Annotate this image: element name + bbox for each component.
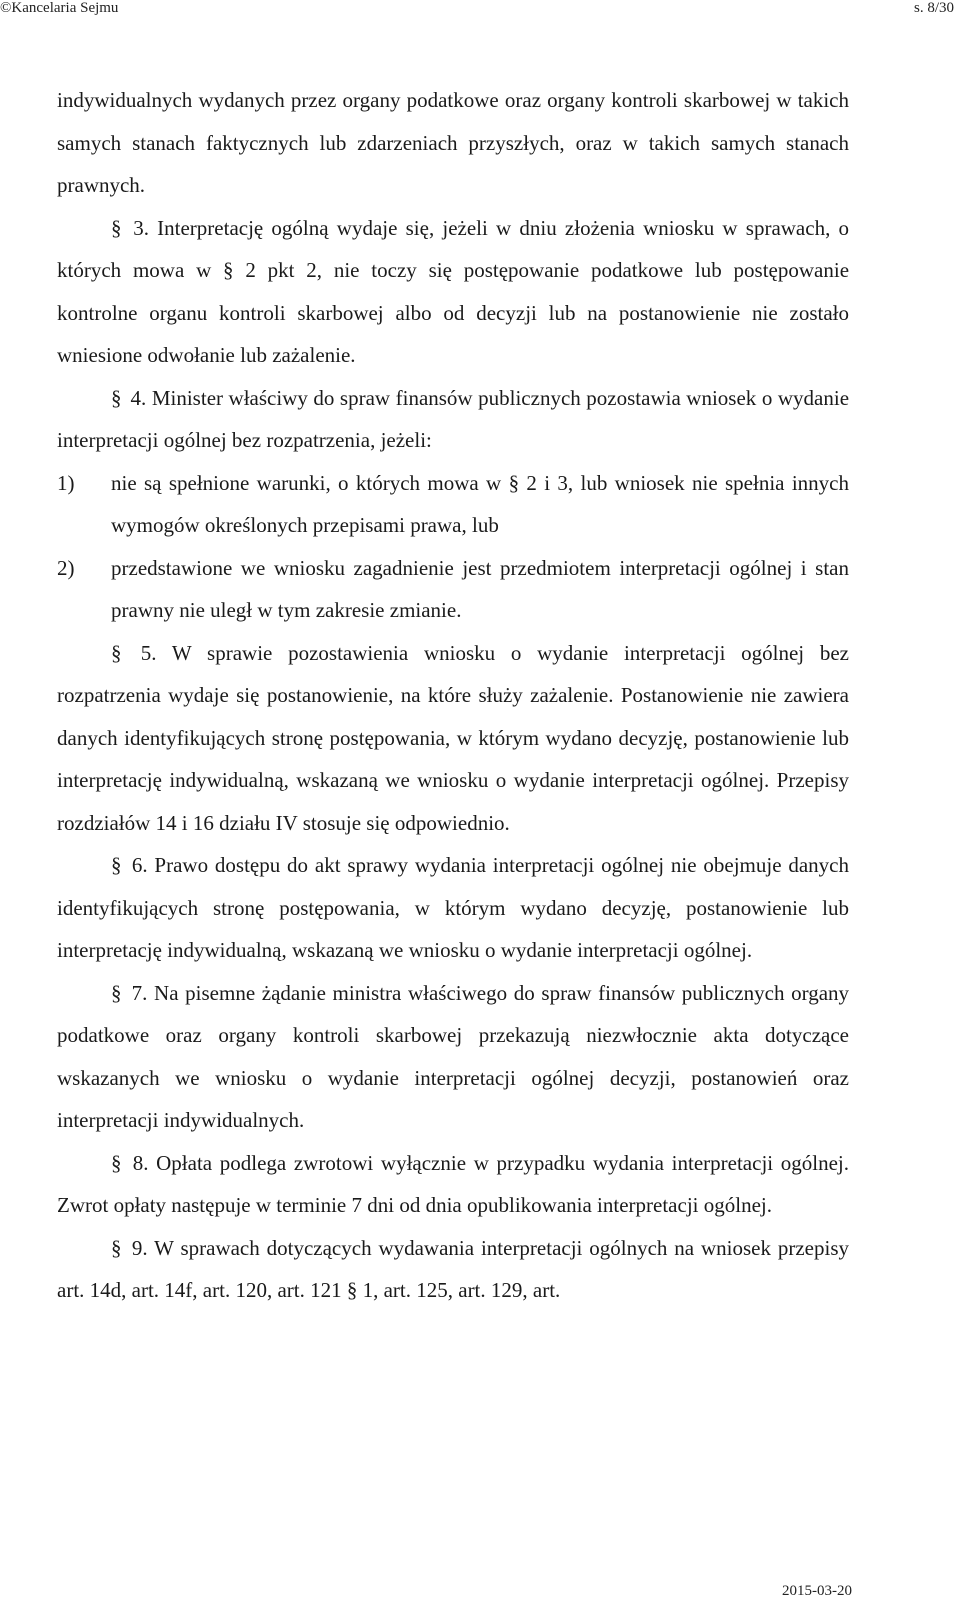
section-sign: § [111, 980, 122, 1005]
paragraph-text: 1, art. 125, art. 129, art. [362, 1278, 561, 1302]
paragraph-7 [57, 972, 849, 1142]
section-sign: § [346, 1278, 358, 1302]
list-number: 2) [57, 555, 75, 580]
paragraph-text: Opłata podlega zwrotowi wyłącznie w przypadku wydania interpretacji ogólnej. Zwrot opłaty następuje w terminie 7 dni od dnia opublikowania interpretacji ogólnej. [57, 1150, 850, 1217]
paragraph-text: Interpretację ogólną wydaje się, jeżeli w dniu złożenia wniosku w sprawach, o których mowa w [57, 215, 850, 282]
paragraph-number: 6. [131, 853, 148, 877]
paragraph-number: 7. [131, 980, 148, 1005]
paragraph-number: 9. [131, 1235, 148, 1260]
list-text-part: nie są spełnione warunki, o których mowa w [111, 470, 502, 495]
paragraph-number: 4. [130, 385, 147, 410]
paragraph-text: Na pisemne żądanie ministra właściwego do spraw finansów publicznych organy podatkowe oraz organy kontroli skarbowej przekazują niezwłocznie akta dotyczące wskazanych we wniosku o wydanie interpretacji ogólnej decyzji, postanowień oraz interpretacji indywidualnych. [57, 980, 850, 1132]
list-number: 1) [57, 470, 75, 495]
list-text: przedstawione we wniosku zagadnienie jest przedmiotem interpretacji ogólnej i stan prawny nie uległ w tym zakresie zmianie. [111, 555, 849, 622]
paragraph-continuation [57, 79, 849, 207]
page-number: s. 8/30 [913, 0, 954, 16]
paragraph-number: 8. [132, 1150, 149, 1175]
paragraph-3 [57, 207, 849, 377]
section-sign: § [508, 470, 520, 495]
section-sign: § [223, 258, 234, 282]
paragraph-8 [57, 1142, 849, 1227]
section-sign: § [111, 215, 122, 240]
paragraph-text: W sprawie pozostawienia wniosku o wydanie interpretacji ogólnej bez rozpatrzenia wydaje się postanowienie, na które służy zażalenie. Postanowienie nie zawiera danych identyfikujących stronę postępowania, w którym wydano decyzję, postanowienie lub interpretację indywidualną, wskazaną we wniosku o wydanie interpretacji ogólnej. Przepisy rozdziałów 14 i 16 działu IV stosuje się odpowiednio. [57, 640, 850, 835]
paragraph-4 [57, 377, 849, 462]
section-sign: § [111, 1150, 122, 1175]
document-body [57, 79, 849, 1312]
copyright-notice: ©Kancelaria Sejmu [0, 0, 119, 16]
paragraph-text: 2 pkt 2, nie toczy się postępowanie podatkowe lub postępowanie kontrolne organu kontroli skarbowej albo od decyzji lub na postanowienie nie zostało wniesione odwołanie lub zażalenie. [57, 258, 850, 367]
list-item-1 [57, 462, 849, 547]
section-sign: § [111, 640, 122, 665]
paragraph-text: Minister właściwy do spraw finansów publicznych pozostawia wniosek o wydanie interpretacji ogólnej bez rozpatrzenia, jeżeli: [57, 385, 850, 452]
document-date: 2015-03-20 [782, 1583, 852, 1599]
paragraph-9 [57, 1227, 849, 1312]
list-item-2 [57, 547, 849, 632]
paragraph-text: Prawo dostępu do akt sprawy wydania interpretacji ogólnej nie obejmuje danych identyfikujących stronę postępowania, w którym wydano decyzję, postanowienie lub interpretację indywidualną, wskazaną we wniosku o wydanie interpretacji ogólnej. [57, 853, 849, 962]
paragraph-text: indywidualnych wydanych przez organy podatkowe oraz organy kontroli skarbowej w takich samych stanach faktycznych lub zdarzeniach przyszłych, oraz w takich samych stanach prawnych. [57, 88, 849, 197]
paragraph-number: 3. [133, 215, 149, 240]
paragraph-5 [57, 632, 849, 845]
paragraph-number: 5. [140, 640, 157, 665]
section-sign: § [111, 1235, 122, 1260]
section-sign: § [111, 853, 122, 877]
list-text-part: 2 i 3, lub wniosek nie spełnia innych wymogów określonych przepisami prawa, lub [111, 470, 849, 537]
section-sign: § [111, 385, 122, 410]
list-text [111, 462, 849, 547]
paragraph-text: W sprawach dotyczących wydawania interpretacji ogólnych na wniosek przepisy art. 14d, art. 14f, art. 120, art. 121 [57, 1235, 850, 1302]
paragraph-6 [57, 844, 849, 972]
